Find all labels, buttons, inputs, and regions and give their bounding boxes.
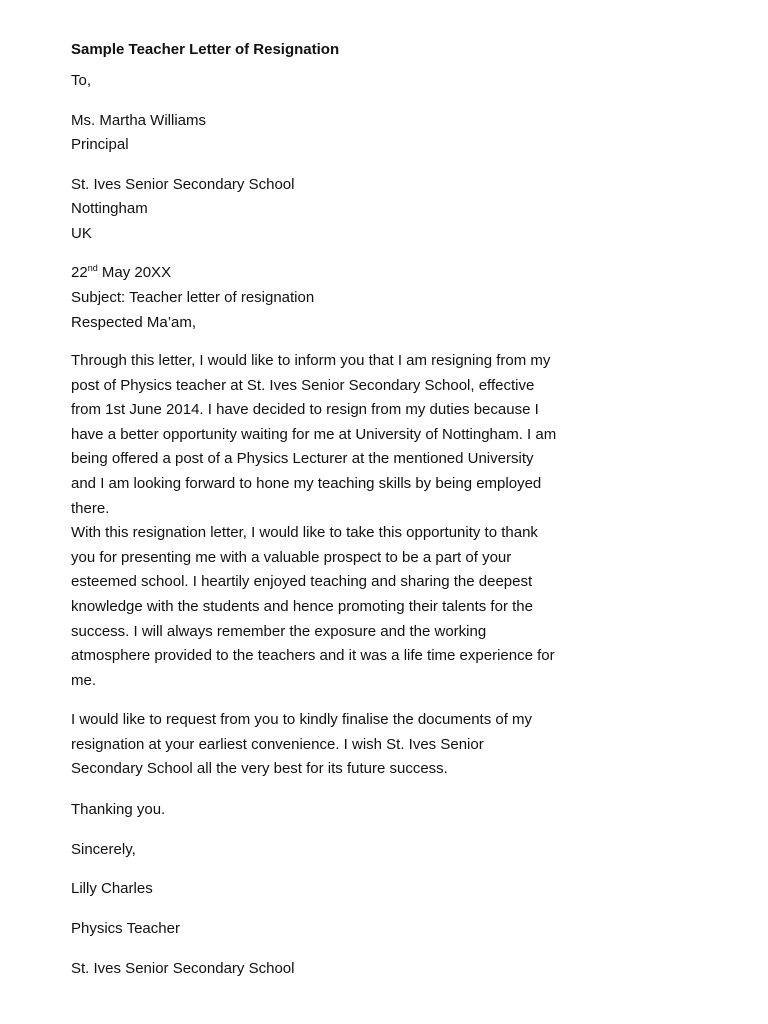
school-city: Nottingham bbox=[71, 200, 148, 217]
paragraph-line: With this resignation letter, I would like to take this opportunity to thank bbox=[71, 524, 538, 542]
paragraph-line: atmosphere provided to the teachers and it was a life time experience for bbox=[71, 647, 555, 665]
salutation-to: To, bbox=[71, 72, 92, 89]
body-paragraph-1 bbox=[71, 349, 646, 693]
signature-name: Lilly Charles bbox=[71, 880, 153, 897]
signature-position: Physics Teacher bbox=[71, 920, 180, 937]
subject-line: Subject: Teacher letter of resignation bbox=[71, 289, 315, 306]
paragraph-line: and I am looking forward to hone my teaching skills by being employed bbox=[71, 474, 542, 492]
paragraph-line: post of Physics teacher at St. Ives Senior Secondary School, effective bbox=[71, 376, 535, 394]
paragraph-line: Secondary School all the very best for its future success. bbox=[71, 760, 448, 778]
signature-school: St. Ives Senior Secondary School bbox=[71, 960, 295, 977]
recipient-name: Ms. Martha Williams bbox=[71, 112, 207, 129]
paragraph-line: I would like to request from you to kindly finalise the documents of my bbox=[71, 711, 533, 728]
letter-date bbox=[71, 263, 171, 283]
closing: Sincerely, bbox=[71, 841, 136, 858]
paragraph-line: have a better opportunity waiting for me at University of Nottingham. I am bbox=[71, 425, 557, 443]
closing-thanks: Thanking you. bbox=[71, 801, 166, 818]
school-name: St. Ives Senior Secondary School bbox=[71, 176, 295, 193]
document-title: Sample Teacher Letter of Resignation bbox=[71, 41, 340, 58]
body-paragraph-2 bbox=[71, 708, 646, 782]
date-suffix: nd bbox=[87, 263, 98, 273]
school-country: UK bbox=[71, 225, 92, 242]
paragraph-line: resignation at your earliest convenience. I wish St. Ives Senior bbox=[71, 735, 484, 753]
paragraph-line: being offered a post of a Physics Lecturer at the mentioned University bbox=[71, 450, 534, 468]
greeting: Respected Ma’am, bbox=[71, 314, 197, 331]
paragraph-line: success. I will always remember the exposure and the working bbox=[71, 622, 487, 640]
date-rest: May 20XX bbox=[97, 264, 172, 281]
paragraph-line: knowledge with the students and hence promoting their talents for the bbox=[71, 597, 533, 615]
paragraph-line: esteemed school. I heartily enjoyed teaching and sharing the deepest bbox=[71, 573, 533, 591]
date-day: 22 bbox=[71, 264, 88, 281]
paragraph-line: you for presenting me with a valuable prospect to be a part of your bbox=[71, 548, 512, 566]
paragraph-line: there. bbox=[71, 499, 110, 517]
recipient-position: Principal bbox=[71, 136, 129, 153]
paragraph-line: from 1st June 2014. I have decided to resign from my duties because I bbox=[71, 401, 539, 419]
paragraph-line: Through this letter, I would like to inform you that I am resigning from my bbox=[71, 352, 551, 369]
paragraph-line: me. bbox=[71, 671, 97, 689]
